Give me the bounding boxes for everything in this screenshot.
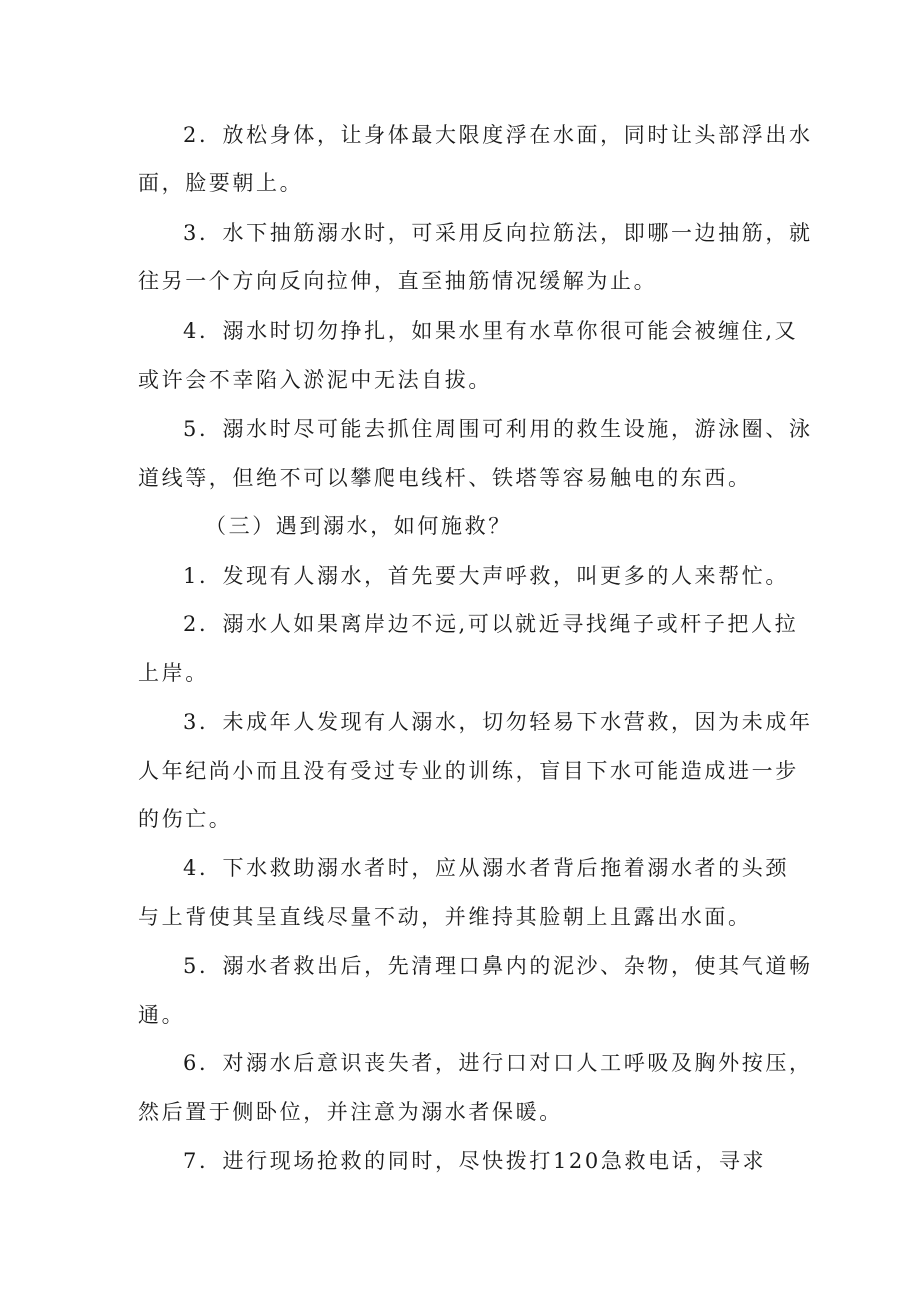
text-line: 7．进行现场抢救的同时，尽快拨打120急救电话，寻求 <box>183 1149 767 1173</box>
text-line: 道线等，但绝不可以攀爬电线杆、铁塔等容易触电的东西。 <box>138 466 752 490</box>
text-line: 2．放松身体，让身体最大限度浮在水面，同时让头部浮出水 <box>183 123 813 147</box>
text-line: 5．溺水时尽可能去抓住周围可利用的救生设施，游泳圈、泳 <box>183 417 813 441</box>
text-line: 面，脸要朝上。 <box>138 171 304 195</box>
text-line: 的伤亡。 <box>138 807 233 831</box>
text-line: 人年纪尚小而且没有受过专业的训练，盲目下水可能造成进一步 <box>138 759 799 783</box>
text-line: 通。 <box>138 1003 186 1027</box>
text-line: 6．对溺水后意识丧失者，进行口对口人工呼吸及胸外按压， <box>183 1051 813 1075</box>
section-heading: （三）遇到溺水，如何施救？ <box>205 514 512 538</box>
text-line: 上岸。 <box>138 661 209 685</box>
text-line: 4．下水救助溺水者时，应从溺水者背后拖着溺水者的头颈 <box>183 856 789 880</box>
text-line: 3．未成年人发现有人溺水，切勿轻易下水营救，因为未成年 <box>183 710 813 734</box>
text-line: 与上背使其呈直线尽量不动，并维持其脸朝上且露出水面。 <box>138 905 752 929</box>
text-line: 2．溺水人如果离岸边不远,可以就近寻找绳子或杆子把人拉 <box>183 612 799 636</box>
text-line: 4．溺水时切勿挣扎，如果水里有水草你很可能会被缠住,又 <box>183 319 799 343</box>
text-line: 5．溺水者救出后，先清理口鼻内的泥沙、杂物，使其气道畅 <box>183 954 813 978</box>
text-line: 然后置于侧卧位，并注意为溺水者保暖。 <box>138 1100 563 1124</box>
text-line: 或许会不幸陷入淤泥中无法自拔。 <box>138 368 492 392</box>
text-line: 1．发现有人溺水，首先要大声呼救，叫更多的人来帮忙。 <box>183 564 789 588</box>
text-line: 3．水下抽筋溺水时，可采用反向拉筋法，即哪一边抽筋，就 <box>183 221 813 245</box>
text-line: 往另一个方向反向拉伸，直至抽筋情况缓解为止。 <box>138 269 658 293</box>
